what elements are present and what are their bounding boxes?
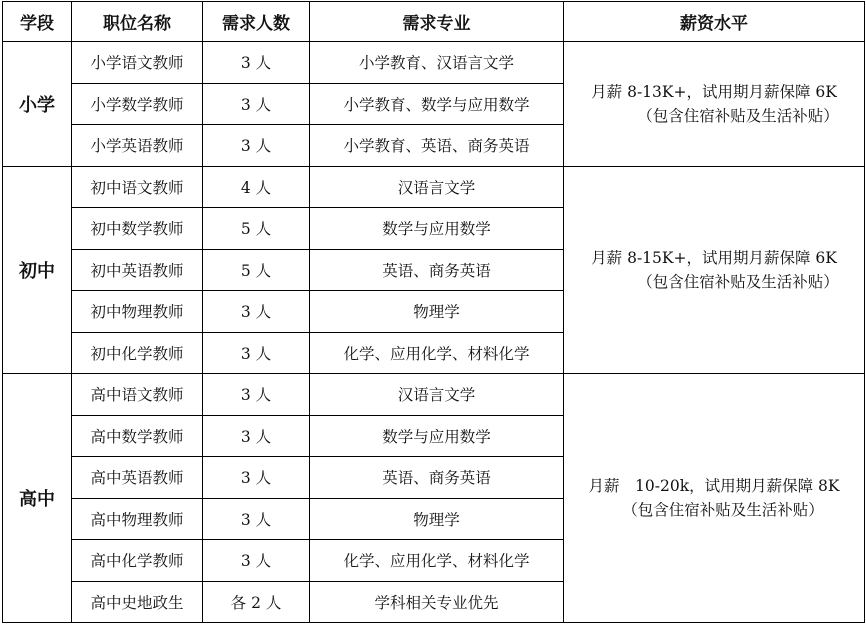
count-cell: 3 人 xyxy=(203,42,310,84)
count-cell: 4 人 xyxy=(203,166,310,208)
header-major: 需求专业 xyxy=(310,2,564,42)
major-cell: 汉语言文学 xyxy=(310,374,564,416)
major-cell: 小学教育、数学与应用数学 xyxy=(310,83,564,125)
salary-line: 月薪 8-13K+，试用期月薪保障 6K xyxy=(591,82,837,101)
salary-cell-primary xyxy=(564,42,865,167)
major-cell: 化学、应用化学、材料化学 xyxy=(310,540,564,582)
salary-note: （包含住宿补贴及生活补贴） xyxy=(637,272,839,291)
major-cell: 小学教育、汉语言文学 xyxy=(310,42,564,84)
major-cell: 数学与应用数学 xyxy=(310,208,564,250)
header-row xyxy=(3,2,865,42)
count-cell: 5 人 xyxy=(203,249,310,291)
position-cell: 高中英语教师 xyxy=(72,457,203,499)
position-cell: 高中物理教师 xyxy=(72,498,203,540)
header-count: 需求人数 xyxy=(203,2,310,42)
salary-cell-middle xyxy=(564,166,865,374)
position-cell: 初中物理教师 xyxy=(72,291,203,333)
major-cell: 数学与应用数学 xyxy=(310,415,564,457)
count-cell: 3 人 xyxy=(203,540,310,582)
salary-line: 月薪 10-20k，试用期月薪保障 8K xyxy=(588,477,840,495)
major-cell: 化学、应用化学、材料化学 xyxy=(310,332,564,374)
count-cell: 3 人 xyxy=(203,374,310,416)
major-cell: 物理学 xyxy=(310,291,564,333)
major-cell: 物理学 xyxy=(310,498,564,540)
count-cell: 各 2 人 xyxy=(203,581,310,623)
major-cell: 小学教育、英语、商务英语 xyxy=(310,125,564,167)
count-cell: 5 人 xyxy=(203,208,310,250)
position-cell: 高中史地政生 xyxy=(72,581,203,623)
stage-cell-middle: 初中 xyxy=(3,166,72,374)
major-cell: 汉语言文学 xyxy=(310,166,564,208)
salary-note: （包含住宿补贴及生活补贴） xyxy=(637,106,839,125)
position-cell: 初中化学教师 xyxy=(72,332,203,374)
table-row xyxy=(3,166,865,208)
recruitment-table xyxy=(2,1,865,623)
header-salary: 薪资水平 xyxy=(564,2,865,42)
salary-note: （包含住宿补贴及生活补贴） xyxy=(622,501,824,519)
position-cell: 初中语文教师 xyxy=(72,166,203,208)
position-cell: 高中化学教师 xyxy=(72,540,203,582)
table-row xyxy=(3,42,865,84)
position-cell: 初中英语教师 xyxy=(72,249,203,291)
stage-cell-primary: 小学 xyxy=(3,42,72,167)
count-cell: 3 人 xyxy=(203,291,310,333)
count-cell: 3 人 xyxy=(203,332,310,374)
header-stage: 学段 xyxy=(3,2,72,42)
count-cell: 3 人 xyxy=(203,125,310,167)
salary-cell-high xyxy=(564,374,865,623)
position-cell: 初中数学教师 xyxy=(72,208,203,250)
major-cell: 学科相关专业优先 xyxy=(310,581,564,623)
major-cell: 英语、商务英语 xyxy=(310,457,564,499)
position-cell: 小学英语教师 xyxy=(72,125,203,167)
table-row xyxy=(3,374,865,416)
count-cell: 3 人 xyxy=(203,83,310,125)
major-cell: 英语、商务英语 xyxy=(310,249,564,291)
count-cell: 3 人 xyxy=(203,457,310,499)
position-cell: 小学数学教师 xyxy=(72,83,203,125)
count-cell: 3 人 xyxy=(203,498,310,540)
stage-cell-high: 高中 xyxy=(3,374,72,623)
count-cell: 3 人 xyxy=(203,415,310,457)
position-cell: 高中语文教师 xyxy=(72,374,203,416)
position-cell: 高中数学教师 xyxy=(72,415,203,457)
header-position: 职位名称 xyxy=(72,2,203,42)
salary-line: 月薪 8-15K+，试用期月薪保障 6K xyxy=(591,248,837,267)
position-cell: 小学语文教师 xyxy=(72,42,203,84)
